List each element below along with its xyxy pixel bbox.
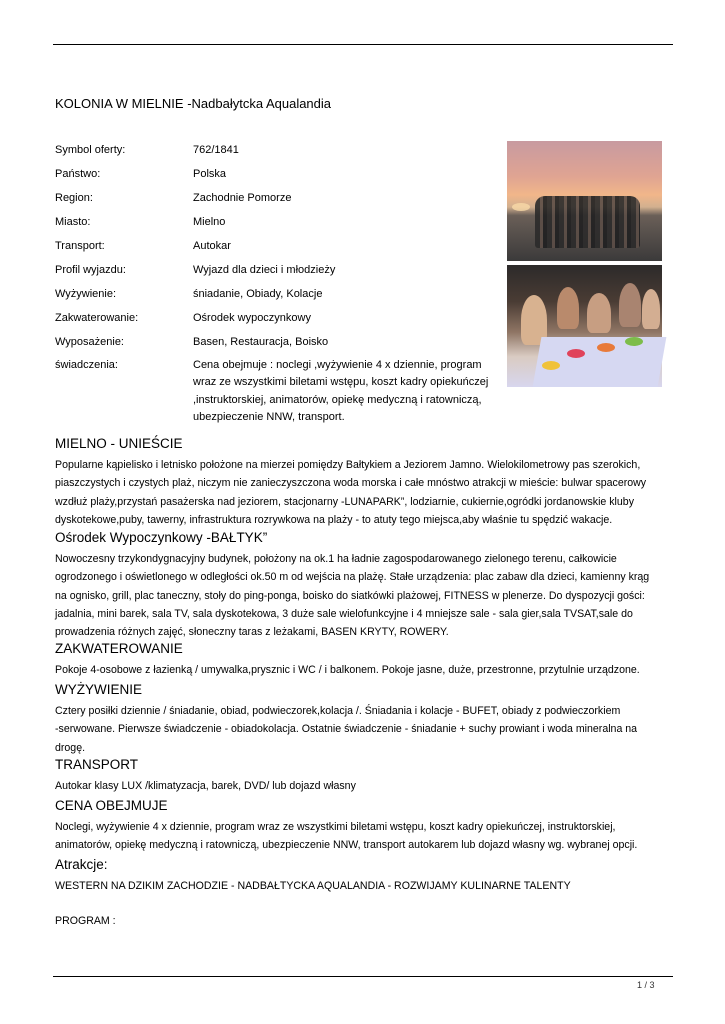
detail-row-services	[55, 357, 495, 426]
fruit-plate	[567, 349, 585, 358]
page-number: 1 / 3	[637, 980, 655, 990]
text-line: Autokar klasy LUX /klimatyzacja, barek, DVD/ lub dojazd własny	[55, 780, 356, 792]
detail-value: Polska	[193, 168, 227, 180]
detail-row-symbol	[55, 141, 495, 159]
detail-row-profile	[55, 261, 495, 279]
text-line: Noclegi, wyżywienie 4 x dziennie, program wraz ze wszystkimi biletami wstępu, koszt kadry opiekuńczej, instruktorskiej,	[55, 821, 616, 833]
child-figure	[642, 289, 660, 329]
page-title: KOLONIA W MIELNIE -Nadbałytcka Aqualandia	[55, 96, 332, 111]
detail-value: Autokar	[193, 240, 231, 252]
detail-row-country	[55, 165, 495, 183]
detail-value: Basen, Restauracja, Boisko	[193, 336, 329, 348]
detail-label: Profil wyjazdu:	[55, 264, 126, 276]
detail-label: Zakwaterowanie:	[55, 312, 139, 324]
detail-label: Transport:	[55, 240, 105, 252]
heading-transport: TRANSPORT	[55, 757, 139, 772]
paragraph-lodging	[55, 661, 677, 679]
detail-row-equipment	[55, 333, 495, 351]
text-line: wzdłuż plaży,przystań pasażerska nad jeziorem, stacjonarny -LUNAPARK”, lodziarnie, cukiernie,ogródki jordanowskie kluby	[55, 495, 634, 508]
detail-label: Miasto:	[55, 216, 91, 228]
detail-label: Państwo:	[55, 168, 101, 180]
detail-row-transport	[55, 237, 495, 255]
fruit-plate	[625, 337, 643, 346]
detail-label: Region:	[55, 192, 93, 204]
text-line: na ognisko, grill, plac taneczny, stoły do ping-ponga, boisko do siatkówki plażowej, FITNESS w plenerze. Do dyspozycji gości:	[55, 589, 645, 602]
paragraph-resort	[55, 550, 677, 641]
detail-value: Ośrodek wypoczynkowy	[193, 312, 311, 324]
text-line: drogę.	[55, 741, 86, 754]
heading-food: WYŻYWIENIE	[55, 682, 142, 697]
services-line: ,instruktorskiej, animatorów, opiekę medyczną i ratowniczą,	[193, 393, 482, 406]
sunset-sun	[512, 203, 530, 211]
heading-resort: Ośrodek Wypoczynkowy -BAŁTYK”	[55, 530, 268, 545]
text-line: animatorów, opiekę medyczną i ratowniczą, ubezpieczenie NNW, transport autokarem lub dojazd własny wg. wybranej opcji.	[55, 839, 638, 852]
services-line: ubezpieczenie NNW, transport.	[193, 410, 345, 423]
bottom-rule	[53, 976, 673, 977]
detail-label: świadczenia:	[55, 359, 118, 371]
paragraph-transport	[55, 777, 677, 795]
text-line: Nowoczesny trzykondygnacyjny budynek, położony na ok.1 ha ładnie zagospodarowanego zielonego terenu, całkowicie	[55, 553, 617, 565]
text-line: ogrodzonego i oświetlonego w odległości ok.50 m od wejścia na plażę. Stałe urządzenia: plac zabaw dla dzieci, kamienny krąg	[55, 571, 650, 584]
text-line: piaszczystych i czystych plaż, niczym nie zanieczyszczona woda morska i całe mnóstwo atrakcji w mieście: bulwar spacerowy	[55, 477, 647, 490]
text-line: Cztery posiłki dziennie / śniadanie, obiad, podwieczorek,kolacja /. Śniadania i kolacje - BUFET, obiady z podwieczorkiem	[55, 705, 621, 717]
paragraph-food	[55, 702, 677, 757]
party-table-photo	[507, 265, 662, 387]
detail-label: Wyżywienie:	[55, 288, 117, 300]
text-line: Popularne kąpielisko i letnisko położone na mierzei pomiędzy Bałtykiem a Jeziorem Jamno. Wielokilometrowy pas szerokich,	[55, 459, 641, 471]
detail-value: 762/1841	[193, 144, 239, 156]
text-line: PROGRAM :	[55, 915, 116, 927]
detail-label: Wyposażenie:	[55, 336, 124, 348]
text-line: jadalnia, mini barek, sala TV, sala dyskotekowa, 3 duże sale wielofunkcyjne i 4 mniejsze sale - sala gier,sala TVSAT,sale do	[55, 607, 633, 620]
paragraph-attractions	[55, 877, 677, 895]
detail-row-region	[55, 189, 495, 207]
detail-label: Symbol oferty:	[55, 144, 126, 156]
heading-attractions: Atrakcje:	[55, 857, 108, 872]
detail-row-accommodation	[55, 309, 495, 327]
detail-row-city	[55, 213, 495, 231]
child-figure	[619, 283, 641, 327]
text-line: Pokoje 4-osobowe z łazienką / umywalka,prysznic i WC / i balkonem. Pokoje jasne, duże, przestronne, przytulnie urządzone.	[55, 664, 640, 676]
heading-price: CENA OBEJMUJE	[55, 798, 168, 813]
program-label	[55, 912, 677, 930]
detail-value: Zachodnie Pomorze	[193, 192, 292, 204]
services-line: Cena obejmuje : noclegi ,wyżywienie 4 x dziennie, program	[193, 359, 482, 371]
beach-group-photo	[507, 141, 662, 261]
detail-value: Wyjazd dla dzieci i młodzieży	[193, 264, 336, 276]
text-line: dyskotekowe,puby, tawerny, infrastruktura rozrywkowa na plaży - to atuty tego miejsca,aby właśnie tu spędzić wakacje.	[55, 513, 613, 526]
child-figure	[587, 293, 611, 333]
detail-value	[193, 357, 493, 426]
paragraph-mielno	[55, 456, 677, 529]
child-figure	[557, 287, 579, 329]
detail-value: Mielno	[193, 216, 226, 228]
services-line: wraz ze wszystkimi biletami wstępu, koszt kadry opiekuńczej	[193, 376, 489, 389]
paragraph-price	[55, 818, 677, 855]
detail-value: śniadanie, Obiady, Kolacje	[193, 288, 323, 300]
group-of-people	[535, 196, 640, 248]
heading-mielno: MIELNO - UNIEŚCIE	[55, 436, 183, 451]
text-line: prowadzenia różnych zajęć, słoneczny taras z leżakami, BASEN KRYTY, ROWERY.	[55, 626, 449, 639]
text-line: -serwowane. Pierwsze świadczenie - obiadokolacja. Ostatnie świadczenie - śniadanie + suchy prowiant i woda mineralna na	[55, 723, 638, 736]
fruit-plate	[597, 343, 615, 352]
text-line: WESTERN NA DZIKIM ZACHODZIE - NADBAŁTYCKA AQUALANDIA - ROZWIJAMY KULINARNE TALENTY	[55, 880, 571, 892]
detail-row-meals	[55, 285, 495, 303]
fruit-plate	[542, 361, 560, 370]
heading-lodging: ZAKWATEROWANIE	[55, 641, 183, 656]
top-rule	[53, 44, 673, 45]
offer-details	[55, 141, 495, 432]
